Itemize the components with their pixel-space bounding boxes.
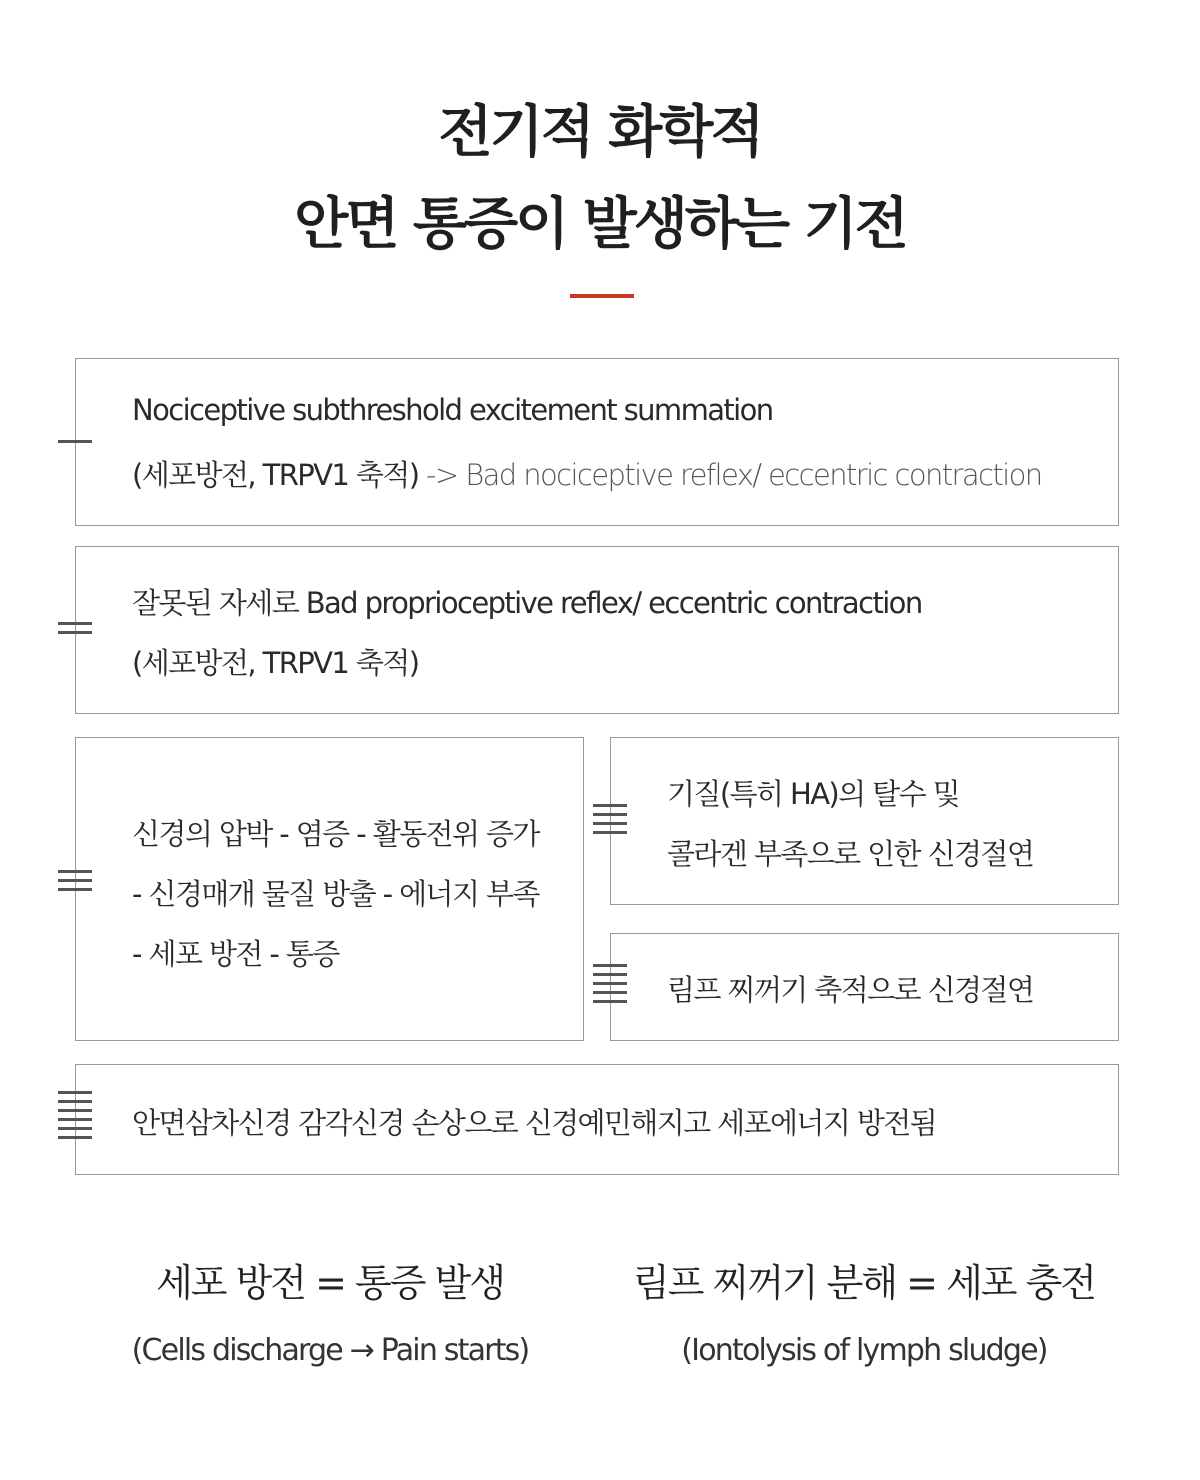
roman-numeral-2-icon [58,622,92,640]
summary-right-main: 림프 찌꺼기 분해 = 세포 충전 [632,1261,1096,1305]
step-1-line2-dark: (세포방전, TRPV1 축적) [132,458,419,492]
step-3-line2: - 신경매개 물질 방출 - 에너지 부족 [132,877,539,911]
step-1-box [75,358,1119,526]
summary-left [80,1252,580,1368]
roman-numeral-6-icon [58,1091,92,1145]
summary-left-main: 세포 방전 = 통증 발생 [156,1261,504,1305]
roman-numeral-5-icon [593,964,627,1009]
step-1-line1: Nociceptive subthreshold excitement summation [132,393,773,427]
summary-left-sub: (Cells discharge → Pain starts) [131,1333,529,1368]
step-2-line2: (세포방전, TRPV1 축적) [132,646,419,680]
step-3-line1: 신경의 압박 - 염증 - 활동전위 증가 [132,817,539,851]
step-3-line3: - 세포 방전 - 통증 [132,937,339,971]
roman-numeral-3-icon [58,870,92,897]
step-2-box [75,546,1119,714]
step-5-box [610,933,1119,1041]
step-4-box [610,737,1119,905]
page-title-line1: 전기적 화학적 [438,100,762,165]
summary-right-sub: (Iontolysis of lymph sludge) [681,1333,1047,1368]
step-3-box [75,737,584,1041]
step-6-box [75,1064,1119,1175]
step-5-line1: 림프 찌꺼기 축적으로 신경절연 [667,973,1034,1007]
step-4-line2: 콜라겐 부족으로 인한 신경절연 [667,837,1034,871]
step-1-line2-light: -> Bad nociceptive reflex/ eccentric contraction [418,458,1042,492]
roman-numeral-4-icon [593,804,627,840]
step-6-line1: 안면삼차신경 감각신경 손상으로 신경예민해지고 세포에너지 방전됨 [132,1106,937,1140]
page-title-line2: 안면 통증이 발생하는 기전 [294,192,906,257]
step-2-line1: 잘못된 자세로 Bad proprioceptive reflex/ eccentric contraction [132,586,922,620]
step-4-line1: 기질(특히 HA)의 탈수 및 [667,777,960,811]
accent-divider [570,294,634,298]
step-1-line2 [132,453,1042,494]
summary-right [614,1252,1114,1368]
roman-numeral-1-icon [58,440,92,449]
